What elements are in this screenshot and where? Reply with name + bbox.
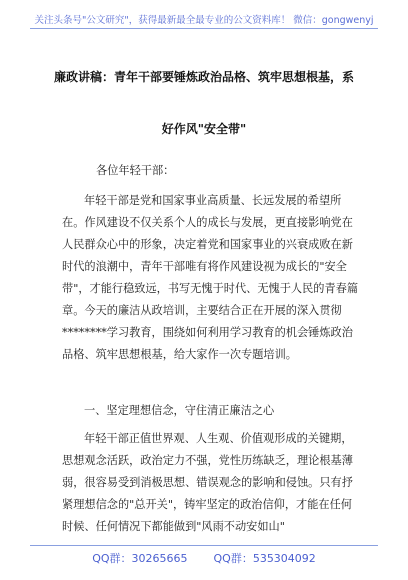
salutation: 各位年轻干部： (96, 164, 175, 177)
header-divider (30, 28, 378, 29)
body-paragraph-2: 年轻干部正值世界观、人生观、价值观形成的关键期，思想观念活跃，政治定力不强，党性历练缺乏，理论根基薄弱，很容易受到消极思想、错误观念的影响和侵蚀。只有抒紧理想信念的"总开关"，铸牢坚定的政治信仰，才能在任何时候、任何情况下都能做到"风雨不动安如山" (62, 432, 353, 533)
footer-qq-group-1: QQ群：30265665 (92, 552, 188, 565)
header-promo-text: 关注头条号"公文研究"，获得最新最全最专业的公文资料库！ 微信：gongwenyj (34, 15, 374, 26)
footer-qq-group-2: QQ群：535304092 (213, 552, 316, 565)
section-heading-1: 一、坚定理想信念，守住清正廉洁之心 (84, 404, 275, 417)
body-paragraph-1: 年轻干部是党和国家事业高质量、长远发展的希望所在。作风建设不仅关系个人的成长与发展，更直接影响党在人民群众心中的形象，决定着党和国家事业的兴衰成败在新时代的浪潮中，青年干部唯有将作风建设视为成长的"安全带"，才能行稳致远，书写无愧于时代、无愧于人民的青春篇章。今天的廉洁从政培训，主要结合正在开展的深入贯彻********学习教育，围绕如何利用学习教育的机会锤炼政治品格、筑牢思想根基，给大家作一次专题培训。 (62, 194, 359, 361)
footer-divider (30, 545, 378, 546)
document-title-line-1: 廉政讲稿：青年干部要锤炼政治品格、筑牢思想根基，系 (53, 70, 354, 84)
document-title-line-2: 好作风"安全带" (161, 122, 247, 136)
footer-contact (30, 550, 378, 566)
